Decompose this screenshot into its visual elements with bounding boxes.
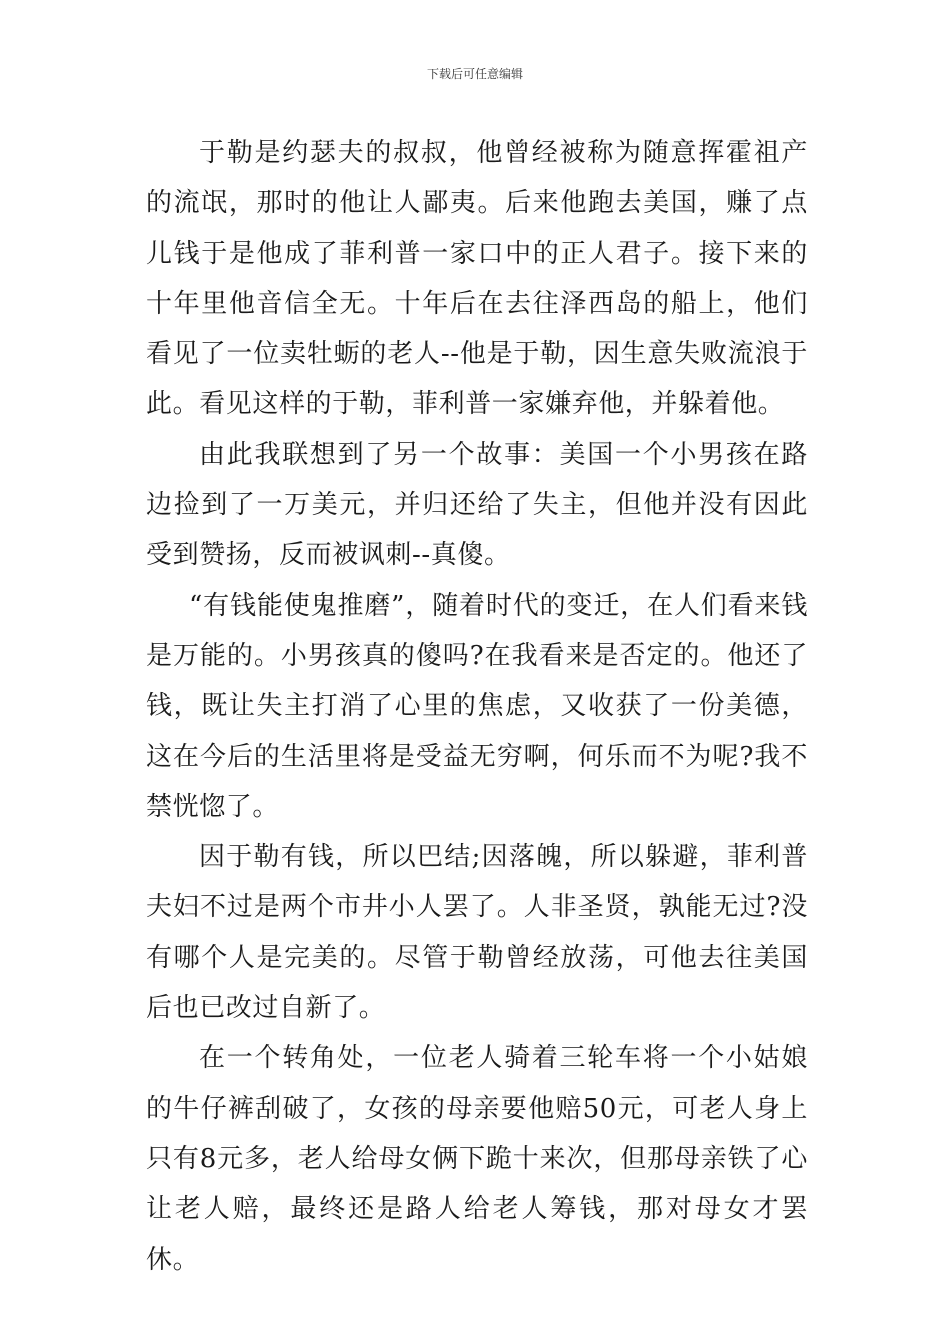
paragraph-2: 由此我联想到了另一个故事：美国一个小男孩在路边捡到了一万美元，并归还给了失主，但他并没有因此受到赞扬，反而被讽刺--真傻。 bbox=[146, 439, 808, 571]
paragraph-5: 在一个转角处，一位老人骑着三轮车将一个小姑娘的牛仔裤刮破了，女孩的母亲要他赔50元，可老人身上只有8元多，老人给母女俩下跪十来次，但那母亲铁了心让老人赔，最终还是路人给老人筹钱，那对母女才罢休。 bbox=[146, 1043, 808, 1275]
paragraph-3: “有钱能使鬼推磨”，随着时代的变迁，在人们看来钱是万能的。小男孩真的傻吗?在我看来是否定的。他还了钱，既让失主打消了心里的焦虑，又收获了一份美德，这在今后的生活里将是受益无穷啊，何乐而不为呢?我不禁恍惚了。 bbox=[146, 590, 808, 822]
paragraph-1: 于勒是约瑟夫的叔叔，他曾经被称为随意挥霍祖产的流氓，那时的他让人鄙夷。后来他跑去美国，赚了点儿钱于是他成了菲利普一家口中的正人君子。接下来的十年里他音信全无。十年后在去往泽西岛的船上，他们看见了一位卖牡蛎的老人--他是于勒，因生意失败流浪于此。看见这样的于勒，菲利普一家嫌弃他，并躲着他。 bbox=[146, 138, 808, 420]
page-header: 下载后可任意编辑 bbox=[426, 67, 523, 81]
paragraph-4: 因于勒有钱，所以巴结;因落魄，所以躲避，菲利普夫妇不过是两个市井小人罢了。人非圣贤，孰能无过?没有哪个人是完美的。尽管于勒曾经放荡，可他去往美国后也已改过自新了。 bbox=[146, 842, 808, 1024]
document-body bbox=[146, 128, 808, 1285]
